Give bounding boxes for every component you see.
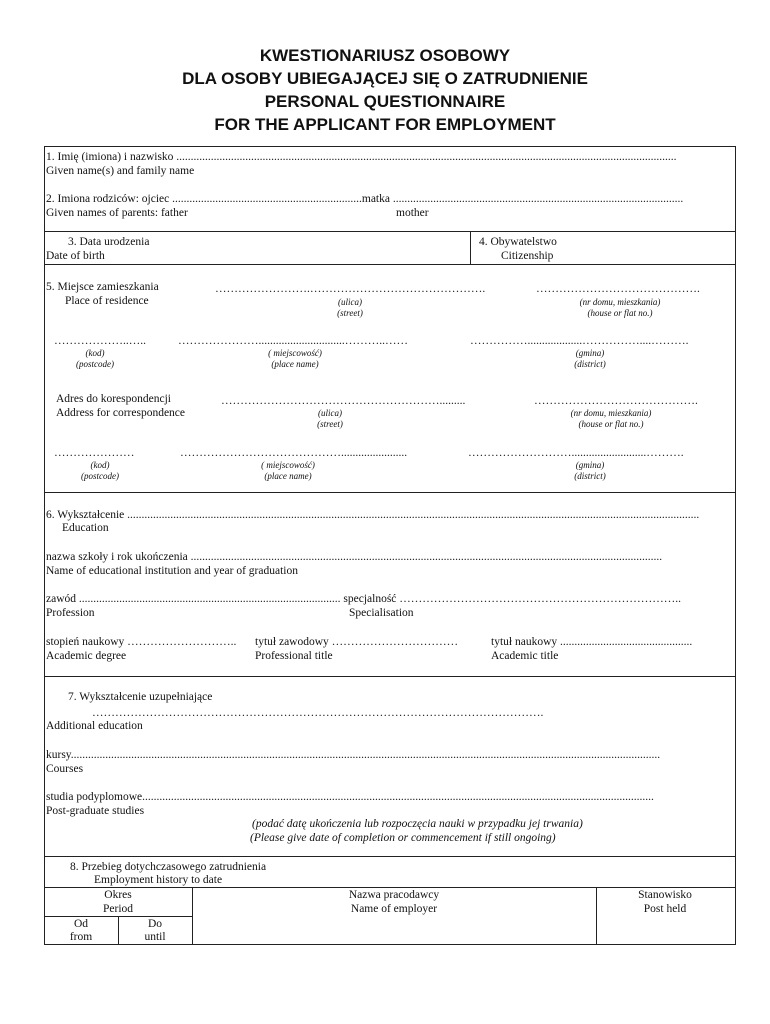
citizenship-label-en[interactable]: Citizenship [501, 250, 554, 262]
corr-house-field[interactable]: ……………………………………. [534, 395, 698, 407]
title-line-3: PERSONAL QUESTIONNAIRE [264, 92, 506, 111]
courses-field[interactable]: kursy............................................................................................................................................................................................................. [46, 749, 661, 761]
place-hint-pl: ( miejscowość) [268, 348, 322, 358]
academic-title-label-en: Academic title [491, 650, 559, 662]
table-bottom [44, 944, 735, 945]
prof-title-field[interactable]: tytuł zawodowy …………………………… [255, 636, 459, 648]
corr-street-hint-en: (street) [317, 419, 343, 429]
additional-education-label-en: Additional education [46, 720, 143, 732]
district-field[interactable]: ……………...................……………....………. [470, 335, 689, 347]
divider [470, 231, 471, 264]
additional-education-field[interactable]: ………………………………………………………………………………………………………. [92, 707, 544, 719]
corr-district-hint-en: (district) [574, 471, 606, 481]
postcode-field[interactable]: ………………..….. [54, 335, 146, 347]
postgrad-label-en: Post-graduate studies [46, 805, 145, 817]
name-label-en: Given name(s) and family name [46, 165, 195, 177]
post-header-en: Post held [643, 903, 687, 915]
house-hint-en: (house or flat no.) [587, 308, 653, 318]
divider [44, 676, 735, 677]
divider [44, 856, 735, 857]
postcode-hint-pl: (kod) [85, 348, 105, 358]
corr-street-field[interactable]: …………………………………………………......... [221, 395, 466, 407]
corr-place-hint-pl: ( miejscowość) [261, 460, 315, 470]
corr-district-field[interactable]: ………………………..........................………. [468, 447, 684, 459]
corr-house-hint-en: (house or flat no.) [578, 419, 644, 429]
courses-label-en: Courses [46, 763, 84, 775]
parents-field[interactable]: 2. Imiona rodziców: ojciec ..................................................................matka ..................................................................................................... [46, 193, 684, 205]
employer-header-pl: Nazwa pracodawcy [348, 889, 440, 901]
residence-label: 5. Miejsce zamieszkania [46, 281, 159, 293]
place-field[interactable]: …………………..............................………..…… [178, 335, 408, 347]
name-field[interactable]: 1. Imię (imiona) i nazwisko .............................................................................................................................................................................. [46, 151, 677, 163]
specialisation-label-en: Specialisation [349, 607, 414, 619]
academic-title-field[interactable]: tytuł naukowy .............................................. [491, 636, 693, 648]
birth-date-label: 3. Data urodzenia [68, 236, 150, 248]
correspondence-label: Adres do korespondencji [56, 393, 171, 405]
corr-postcode-field[interactable]: ………………… [54, 447, 135, 459]
house-hint-pl: (nr domu, mieszkania) [579, 297, 661, 307]
house-field[interactable]: ……………………………………. [536, 283, 700, 295]
school-label-en: Name of educational institution and year of graduation [46, 565, 298, 577]
place-hint-en: (place name) [271, 359, 319, 369]
table-top [44, 887, 735, 888]
street-hint-en: (street) [337, 308, 363, 318]
corr-district-hint-pl: (gmina) [575, 460, 605, 470]
divider [44, 231, 735, 232]
birth-date-label-en[interactable]: Date of birth [46, 250, 105, 262]
corr-house-hint-pl: (nr domu, mieszkania) [570, 408, 652, 418]
from-header-en: from [69, 931, 93, 943]
parents-father-label-en: Given names of parents: father [46, 207, 188, 219]
education-note-pl: (podać datę ukończenia lub rozpoczęcia nauki w przypadku jej trwania) [252, 818, 583, 830]
school-field[interactable]: nazwa szkoły i rok ukończenia .................................................................................................................................................................... [46, 551, 663, 563]
parents-mother-label-en: mother [396, 207, 429, 219]
employment-label-en: Employment history to date [94, 874, 223, 886]
corr-place-field[interactable]: ……………………………………....................... [180, 447, 408, 459]
street-field[interactable]: …………………….………………………………………. [215, 283, 486, 295]
postcode-hint-en: (postcode) [76, 359, 114, 369]
education-label-en: Education [62, 522, 109, 534]
degree-label-en: Academic degree [46, 650, 127, 662]
post-header-pl: Stanowisko [638, 889, 692, 901]
corr-postcode-hint-pl: (kod) [90, 460, 110, 470]
citizenship-label: 4. Obywatelstwo [479, 236, 557, 248]
profession-label-en: Profession [46, 607, 95, 619]
prof-title-label-en: Professional title [255, 650, 333, 662]
period-header-en: Period [102, 903, 134, 915]
district-hint-pl: (gmina) [575, 348, 605, 358]
divider [44, 492, 735, 493]
until-header-pl: Do [147, 918, 163, 930]
title-line-2: DLA OSOBY UBIEGAJĄCEJ SIĘ O ZATRUDNIENIE [182, 69, 588, 88]
until-header-en: until [144, 931, 166, 943]
employer-header-en: Name of employer [350, 903, 438, 915]
residence-label-en: Place of residence [65, 295, 149, 307]
education-field[interactable]: 6. Wykształcenie ....................................................................................................................................................................................................... [46, 509, 700, 521]
employment-label: 8. Przebieg dotychczasowego zatrudnienia [70, 861, 267, 873]
district-hint-en: (district) [574, 359, 606, 369]
corr-street-hint-pl: (ulica) [318, 408, 342, 418]
degree-field[interactable]: stopień naukowy ……………………….. [46, 636, 237, 648]
street-hint-pl: (ulica) [338, 297, 362, 307]
profession-field[interactable]: zawód ........................................................................................... specjalność ……………………………………………………………….. [46, 593, 682, 605]
education-note-en: (Please give date of completion or commencement if still ongoing) [250, 832, 556, 844]
postgrad-field[interactable]: studia podyplomowe.................................................................................................................................................................................. [46, 791, 654, 803]
correspondence-label-en: Address for correspondence [56, 407, 186, 419]
from-header-pl: Od [73, 918, 89, 930]
corr-place-hint-en: (place name) [264, 471, 312, 481]
period-header-pl: Okres [104, 889, 132, 901]
corr-postcode-hint-en: (postcode) [81, 471, 119, 481]
divider [44, 264, 735, 265]
additional-education-label: 7. Wykształcenie uzupełniające [68, 691, 213, 703]
title-line-4: FOR THE APPLICANT FOR EMPLOYMENT [214, 115, 556, 134]
title-line-1: KWESTIONARIUSZ OSOBOWY [259, 46, 511, 65]
